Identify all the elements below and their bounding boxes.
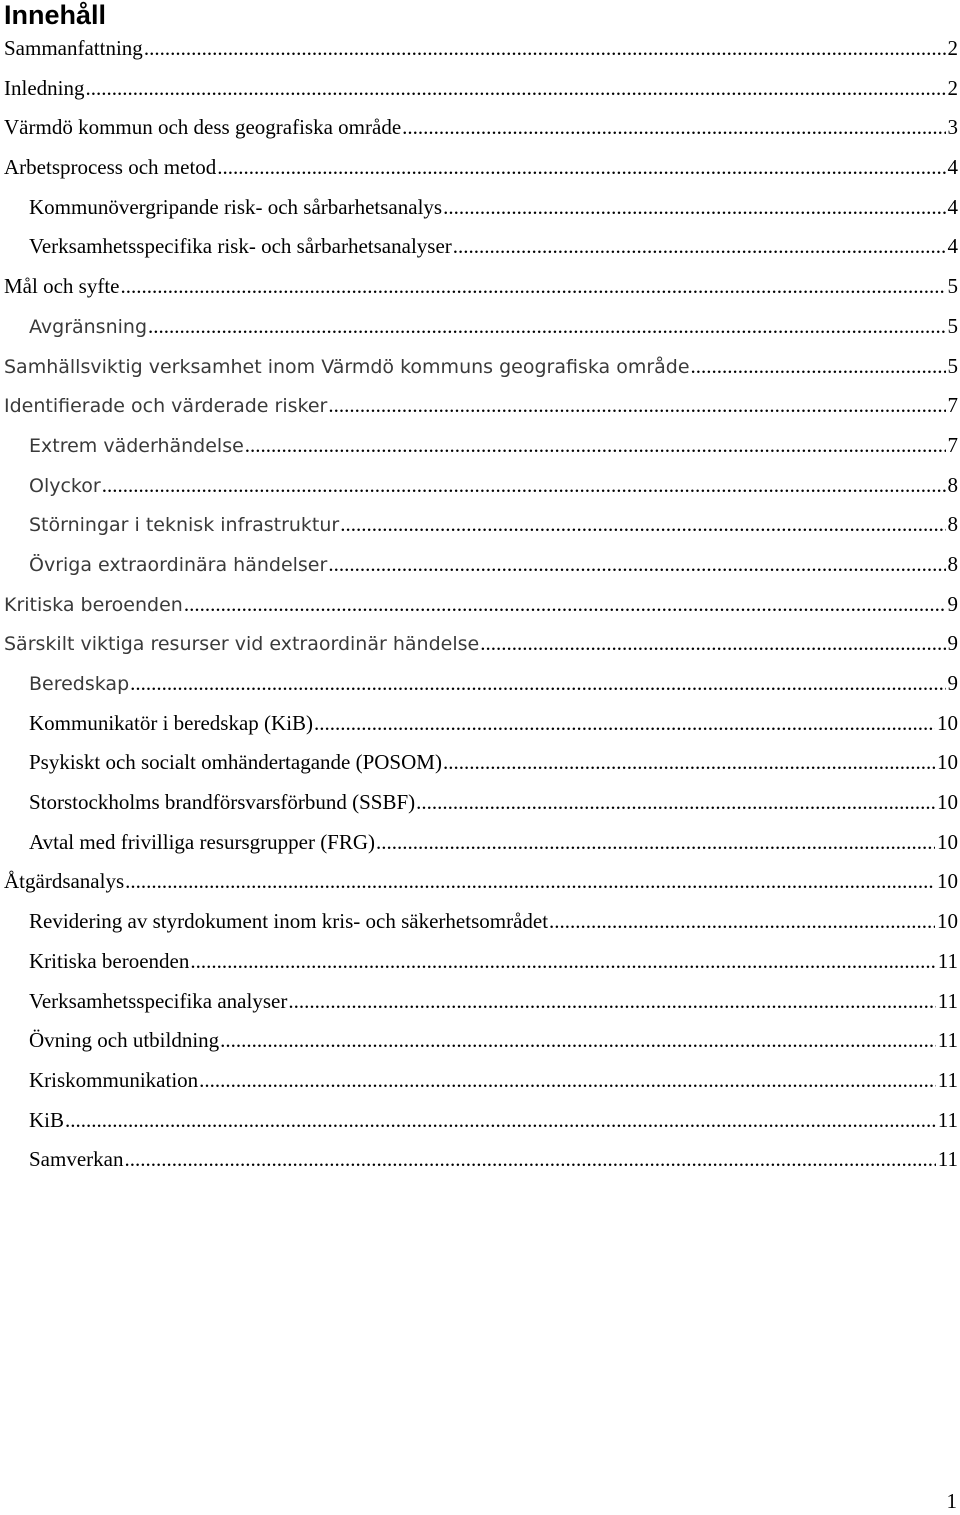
toc-entry-title: Störningar i teknisk infrastruktur	[29, 514, 340, 537]
toc-entry[interactable]	[0, 783, 960, 823]
toc-entry-title: Övning och utbildning	[29, 1028, 220, 1053]
toc-entry-title: Psykiskt och socialt omhändertagande (POSOM)	[29, 750, 442, 775]
dot-leader	[691, 347, 946, 387]
toc-entry[interactable]	[0, 823, 960, 863]
toc-entry-page-number: 10	[937, 790, 958, 815]
dot-leader	[125, 862, 935, 902]
dot-leader	[402, 108, 945, 148]
toc-entry[interactable]	[0, 585, 960, 625]
toc-entry-page-number: 11	[937, 1147, 958, 1172]
dot-leader	[443, 743, 935, 783]
toc-entry[interactable]	[0, 29, 960, 69]
dot-leader	[199, 1061, 936, 1101]
toc-entry-page-number: 4	[947, 194, 958, 219]
toc-entry[interactable]	[0, 902, 960, 942]
toc-entry-page-number: 5	[947, 313, 958, 338]
dot-leader	[220, 1021, 936, 1061]
toc-entry-page-number: 11	[937, 948, 958, 973]
toc-entry-title: Avtal med frivilliga resursgrupper (FRG)	[29, 829, 376, 854]
toc-entry[interactable]	[0, 545, 960, 585]
dot-leader	[65, 1101, 936, 1141]
toc-entry-title: Övriga extraordinära händelser	[29, 553, 328, 576]
toc-entry[interactable]	[0, 188, 960, 228]
dot-leader	[217, 148, 945, 188]
toc-entry[interactable]	[0, 108, 960, 148]
toc-entry-page-number: 10	[937, 869, 958, 894]
toc-entry-title: Inledning	[4, 75, 85, 100]
toc-entry[interactable]	[0, 664, 960, 704]
toc-entry-title: Kommunövergripande risk- och sårbarhetsanalys	[29, 194, 443, 219]
toc-entry-page-number: 11	[937, 1067, 958, 1092]
dot-leader	[328, 545, 945, 585]
toc-heading: Innehåll	[4, 0, 107, 30]
toc-entry-title: Kommunikatör i beredskap (KiB)	[29, 710, 314, 735]
toc-entry-title: Beredskap	[29, 673, 130, 695]
toc-entry-title: Extrem väderhändelse	[29, 434, 244, 457]
toc-entry[interactable]	[0, 505, 960, 545]
toc-entry[interactable]	[0, 704, 960, 744]
toc-entry-title: Kriskommunikation	[29, 1067, 199, 1092]
dot-leader	[416, 783, 935, 823]
toc-entry-title: Samhällsviktig verksamhet inom Värmdö kommuns geografiska område	[4, 355, 690, 378]
toc-entry[interactable]	[0, 624, 960, 664]
toc-entry[interactable]	[0, 227, 960, 267]
toc-entry-title: Särskilt viktiga resurser vid extraordinär händelse	[4, 633, 480, 656]
toc-entry[interactable]	[0, 982, 960, 1022]
toc-entry-title: Samverkan	[29, 1147, 124, 1172]
toc-entry-title: Åtgärdsanalys	[4, 869, 125, 894]
toc-entry-page-number: 9	[947, 591, 958, 616]
toc-entry-page-number: 7	[947, 393, 958, 418]
dot-leader	[328, 386, 945, 426]
toc-entry[interactable]	[0, 1061, 960, 1101]
dot-leader	[376, 823, 935, 863]
toc-entry-page-number: 3	[947, 115, 958, 140]
dot-leader	[549, 902, 935, 942]
toc-entry[interactable]	[0, 347, 960, 387]
toc-entry-title: Identifierade och värderade risker	[4, 395, 328, 418]
toc-entry-page-number: 5	[947, 274, 958, 299]
toc-entry-title: Verksamhetsspecifika analyser	[29, 988, 288, 1013]
toc-entry-page-number: 9	[947, 631, 958, 656]
toc-entry-page-number: 8	[947, 512, 958, 537]
toc-entry-page-number: 4	[947, 234, 958, 259]
toc-entry-title: KiB	[29, 1107, 65, 1132]
toc-entry[interactable]	[0, 942, 960, 982]
toc-entry[interactable]	[0, 1140, 960, 1180]
toc-entry-page-number: 10	[937, 909, 958, 934]
dot-leader	[443, 188, 945, 228]
dot-leader	[184, 585, 946, 625]
dot-leader	[124, 1140, 935, 1180]
toc-entry-page-number: 8	[947, 472, 958, 497]
toc-entry-page-number: 10	[937, 829, 958, 854]
dot-leader	[480, 624, 945, 664]
toc-entry-title: Storstockholms brandförsvarsförbund (SSBF)	[29, 790, 416, 815]
dot-leader	[144, 29, 946, 69]
dot-leader	[453, 227, 946, 267]
toc-entry-page-number: 7	[947, 432, 958, 457]
dot-leader	[190, 942, 935, 982]
toc-entry-page-number: 10	[937, 710, 958, 735]
toc-entry-page-number: 10	[937, 750, 958, 775]
toc-entry-page-number: 8	[947, 551, 958, 576]
toc-entry-page-number: 2	[947, 75, 958, 100]
toc-entry[interactable]	[0, 1101, 960, 1141]
toc-entry[interactable]	[0, 267, 960, 307]
toc-entry-title: Olyckor	[29, 474, 101, 497]
toc-entry[interactable]	[0, 386, 960, 426]
toc-entry-page-number: 11	[937, 1028, 958, 1053]
toc-entry-title: Avgränsning	[29, 315, 148, 338]
toc-entry-page-number: 2	[947, 36, 958, 60]
toc-entry-title: Verksamhetsspecifika risk- och sårbarhetsanalyser	[29, 234, 452, 259]
toc-entry-page-number: 9	[947, 671, 958, 695]
toc-entry[interactable]	[0, 148, 960, 188]
toc-entry-title: Värmdö kommun och dess geografiska område	[4, 115, 402, 140]
toc-entry[interactable]	[0, 1021, 960, 1061]
table-of-contents	[0, 29, 960, 1180]
toc-entry[interactable]	[0, 426, 960, 466]
dot-leader	[340, 505, 945, 545]
toc-entry-page-number: 11	[937, 988, 958, 1013]
toc-entry-page-number: 4	[947, 155, 958, 180]
dot-leader	[288, 982, 935, 1022]
dot-leader	[148, 307, 945, 347]
toc-entry[interactable]	[0, 307, 960, 347]
dot-leader	[85, 69, 945, 109]
toc-entry[interactable]	[0, 862, 960, 902]
page-number: 1	[946, 1489, 957, 1513]
dot-leader	[245, 426, 946, 466]
toc-entry-page-number: 11	[937, 1107, 958, 1132]
toc-entry-title: Kritiska beroenden	[4, 593, 183, 616]
toc-entry-title: Revidering av styrdokument inom kris- och säkerhetsområdet	[29, 909, 549, 934]
toc-entry-title: Kritiska beroenden	[29, 948, 190, 973]
toc-entry-title: Sammanfattning	[4, 36, 143, 60]
toc-entry-title: Mål och syfte	[4, 274, 120, 299]
toc-entry[interactable]	[0, 69, 960, 109]
toc-entry[interactable]	[0, 743, 960, 783]
toc-entry-page-number: 5	[947, 353, 958, 378]
toc-entry[interactable]	[0, 466, 960, 506]
toc-entry-title: Arbetsprocess och metod	[4, 155, 217, 180]
dot-leader	[314, 704, 935, 744]
dot-leader	[102, 466, 946, 506]
dot-leader	[120, 267, 945, 307]
dot-leader	[130, 664, 945, 704]
